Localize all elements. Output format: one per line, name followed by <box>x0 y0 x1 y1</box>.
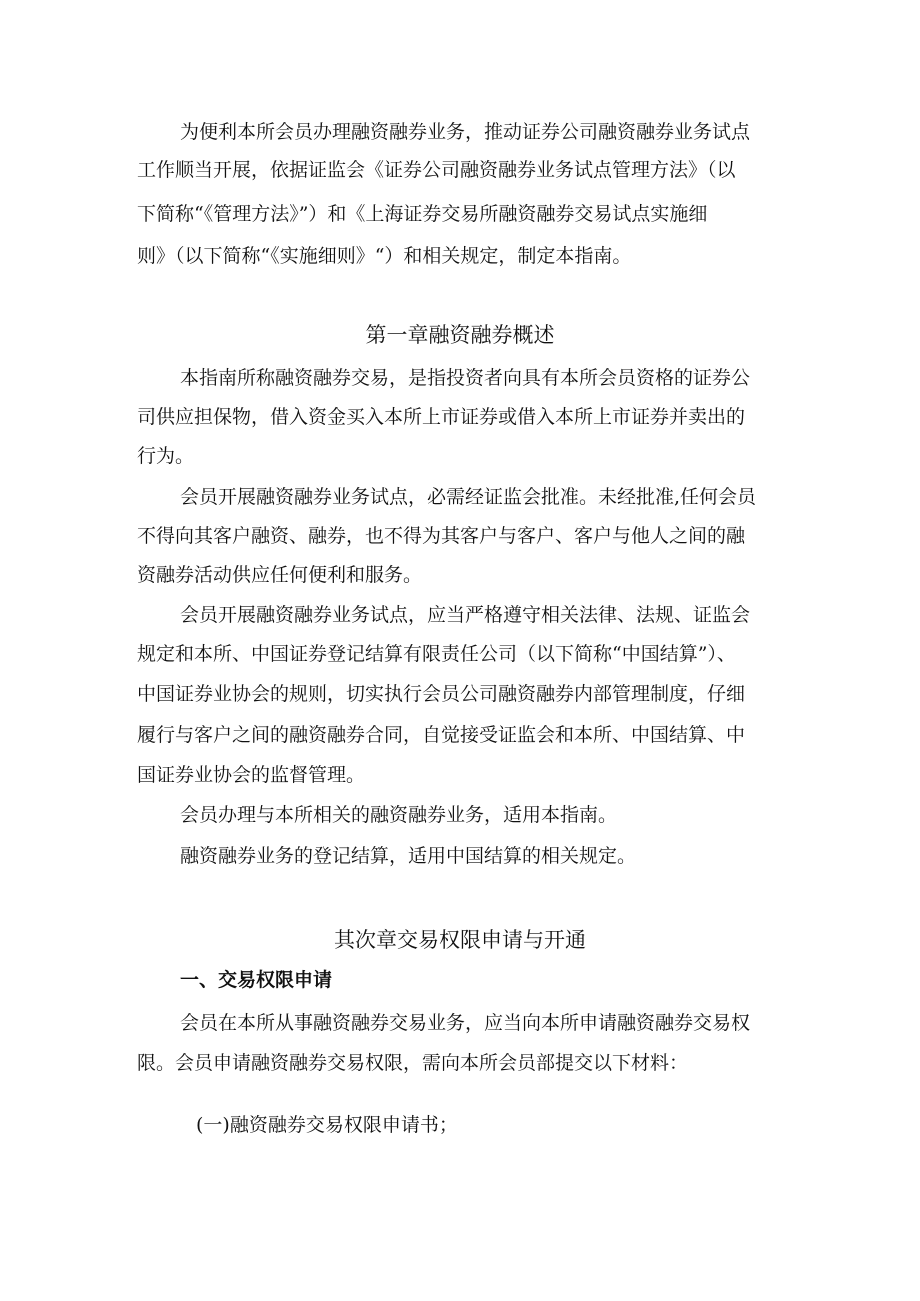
chapter-2-title: 其次章交易权限申请与开通 <box>334 928 586 952</box>
list-item-1: (一)融资融券交易权限申请书； <box>196 1114 458 1136</box>
intro-line: 则》（以下简称“《实施细则》“）和相关规定，制定本指南。 <box>137 245 632 267</box>
text-line: 会员开展融资融券业务试点，必需经证监会批准。未经批准,任何会员 <box>180 486 757 508</box>
intro-line: 为便利本所会员办理融资融券业务，推动证券公司融资融券业务试点 <box>180 121 751 143</box>
intro-line: 工作顺当开展，依据证监会《证券公司融资融券业务试点管理方法》（以 <box>137 159 736 181</box>
text-line: 不得向其客户融资、融券，也不得为其客户与客户、客户与他人之间的融 <box>137 525 746 547</box>
text-line: 规定和本所、中国证券登记结算有限责任公司（以下简称“中国结算”）、 <box>137 643 736 665</box>
text-line: 资融券活动供应任何便利和服务。 <box>137 564 423 586</box>
text-line: 国证券业协会的监督管理。 <box>137 764 366 786</box>
text-line: 中国证券业协会的规则，切实执行会员公司融资融券内部管理制度，仔细 <box>137 683 746 705</box>
chapter-1-paragraph-4: 会员办理与本所相关的融资融券业务，适用本指南。 <box>180 804 618 826</box>
intro-line: 下简称“《管理方法》”）和《上海证券交易所融资融券交易试点实施细 <box>137 203 708 225</box>
chapter-1-paragraph-5: 融资融券业务的登记结算，适用中国结算的相关规定。 <box>180 845 637 867</box>
text-line: 履行与客户之间的融资融券合同，自觉接受证监会和本所、中国结算、中 <box>137 724 746 746</box>
text-line: 会员在本所从事融资融券交易业务，应当向本所申请融资融券交易权 <box>180 1012 751 1034</box>
section-1-title: 一、交易权限申请 <box>180 969 333 991</box>
text-line: 行为。 <box>137 445 195 467</box>
chapter-1-title: 第一章融资融券概述 <box>365 323 555 347</box>
text-line: 本指南所称融资融券交易，是指投资者向具有本所会员资格的证券公 <box>180 367 751 389</box>
text-line: 司供应担保物，借入资金买入本所上市证券或借入本所上市证券并卖出的 <box>137 406 746 428</box>
text-line: 会员开展融资融券业务试点，应当严格遵守相关法律、法规、证监会 <box>180 604 751 626</box>
text-line: 限。会员申请融资融券交易权限，需向本所会员部提交以下材料： <box>137 1052 689 1074</box>
